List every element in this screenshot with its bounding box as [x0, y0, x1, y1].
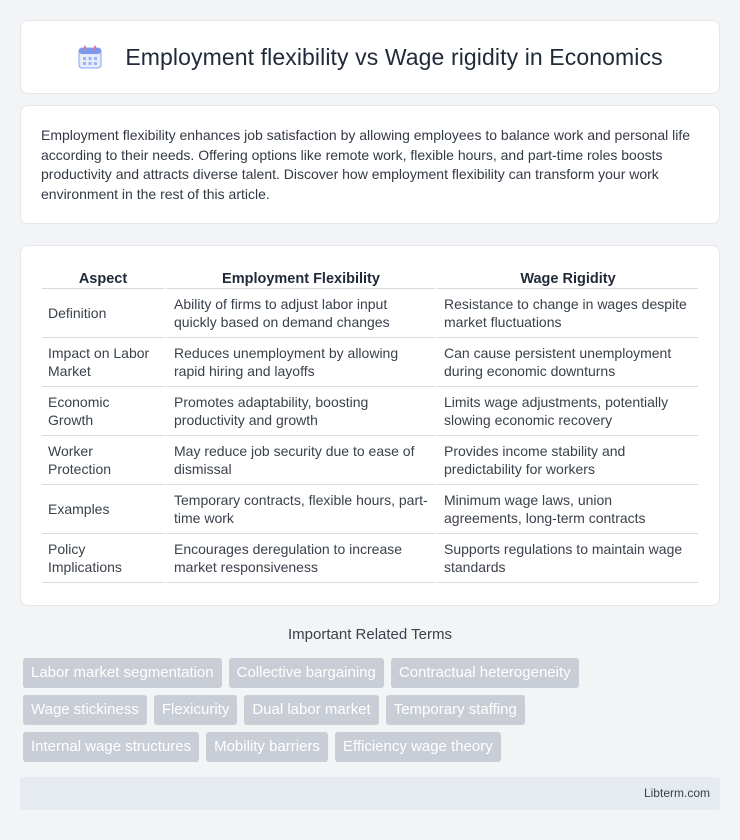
- intro-paragraph: Employment flexibility enhances job satisfaction by allowing employees to balance work and personal life according to their needs. Offering options like remote work, flexible hours, and part-time roles boosts productivity and attracts diverse talent. Discover how employment flexibility can transform your work environment in the rest of this article.: [41, 127, 691, 202]
- cell-aspect: Policy Implications: [42, 534, 164, 583]
- cell-aspect: Definition: [42, 289, 164, 338]
- header-aspect: Aspect: [42, 262, 164, 289]
- tag-flexicurity[interactable]: Flexicurity: [154, 695, 238, 725]
- tag-row: [23, 695, 683, 725]
- cell-aspect: Impact on Labor Market: [42, 338, 164, 387]
- footer: [20, 777, 720, 810]
- table-row: [42, 387, 698, 436]
- cell-rigidity: Resistance to change in wages despite market fluctuations: [434, 289, 698, 338]
- cell-aspect: Worker Protection: [42, 436, 164, 485]
- tag-contractual-heterogeneity[interactable]: Contractual heterogeneity: [391, 658, 579, 688]
- comparison-card: [20, 245, 720, 606]
- cell-aspect: Examples: [42, 485, 164, 534]
- tag-wage-stickiness[interactable]: Wage stickiness: [23, 695, 147, 725]
- cell-flexibility: Promotes adaptability, boosting productivity and growth: [164, 387, 434, 436]
- tag-row: [23, 732, 683, 762]
- header-wage-rigidity: Wage Rigidity: [434, 262, 698, 289]
- cell-flexibility: Ability of firms to adjust labor input quickly based on demand changes: [164, 289, 434, 338]
- cell-rigidity: Limits wage adjustments, potentially slowing economic recovery: [434, 387, 698, 436]
- table-row: [42, 485, 698, 534]
- cell-rigidity: Can cause persistent unemployment during economic downturns: [434, 338, 698, 387]
- cell-rigidity: Minimum wage laws, union agreements, long-term contracts: [434, 485, 698, 534]
- footer-site-link[interactable]: Libterm.com: [643, 786, 710, 800]
- related-terms-list: [23, 658, 683, 769]
- tag-mobility-barriers[interactable]: Mobility barriers: [206, 732, 328, 762]
- page-title: Employment flexibility vs Wage rigidity in Economics: [125, 43, 663, 70]
- cell-aspect: Economic Growth: [42, 387, 164, 436]
- tag-efficiency-wage-theory[interactable]: Efficiency wage theory: [335, 732, 501, 762]
- intro-card: [20, 105, 720, 224]
- cell-flexibility: Reduces unemployment by allowing rapid hiring and layoffs: [164, 338, 434, 387]
- tag-collective-bargaining[interactable]: Collective bargaining: [229, 658, 384, 688]
- table-row: [42, 338, 698, 387]
- tag-dual-labor-market[interactable]: Dual labor market: [244, 695, 378, 725]
- calendar-icon: [77, 44, 103, 70]
- table-row: [42, 289, 698, 338]
- table-row: [42, 436, 698, 485]
- tag-row: [23, 658, 683, 688]
- table-row: [42, 534, 698, 583]
- cell-flexibility: May reduce job security due to ease of dismissal: [164, 436, 434, 485]
- table-header-row: [42, 262, 698, 289]
- cell-rigidity: Supports regulations to maintain wage standards: [434, 534, 698, 583]
- comparison-table: [42, 262, 698, 583]
- tag-temporary-staffing[interactable]: Temporary staffing: [386, 695, 525, 725]
- header-card: [20, 20, 720, 94]
- tag-labor-market-segmentation[interactable]: Labor market segmentation: [23, 658, 222, 688]
- header-employment-flexibility: Employment Flexibility: [164, 262, 434, 289]
- cell-flexibility: Temporary contracts, flexible hours, part-time work: [164, 485, 434, 534]
- related-terms-heading: Important Related Terms: [288, 626, 452, 643]
- cell-rigidity: Provides income stability and predictability for workers: [434, 436, 698, 485]
- cell-flexibility: Encourages deregulation to increase market responsiveness: [164, 534, 434, 583]
- tag-internal-wage-structures[interactable]: Internal wage structures: [23, 732, 199, 762]
